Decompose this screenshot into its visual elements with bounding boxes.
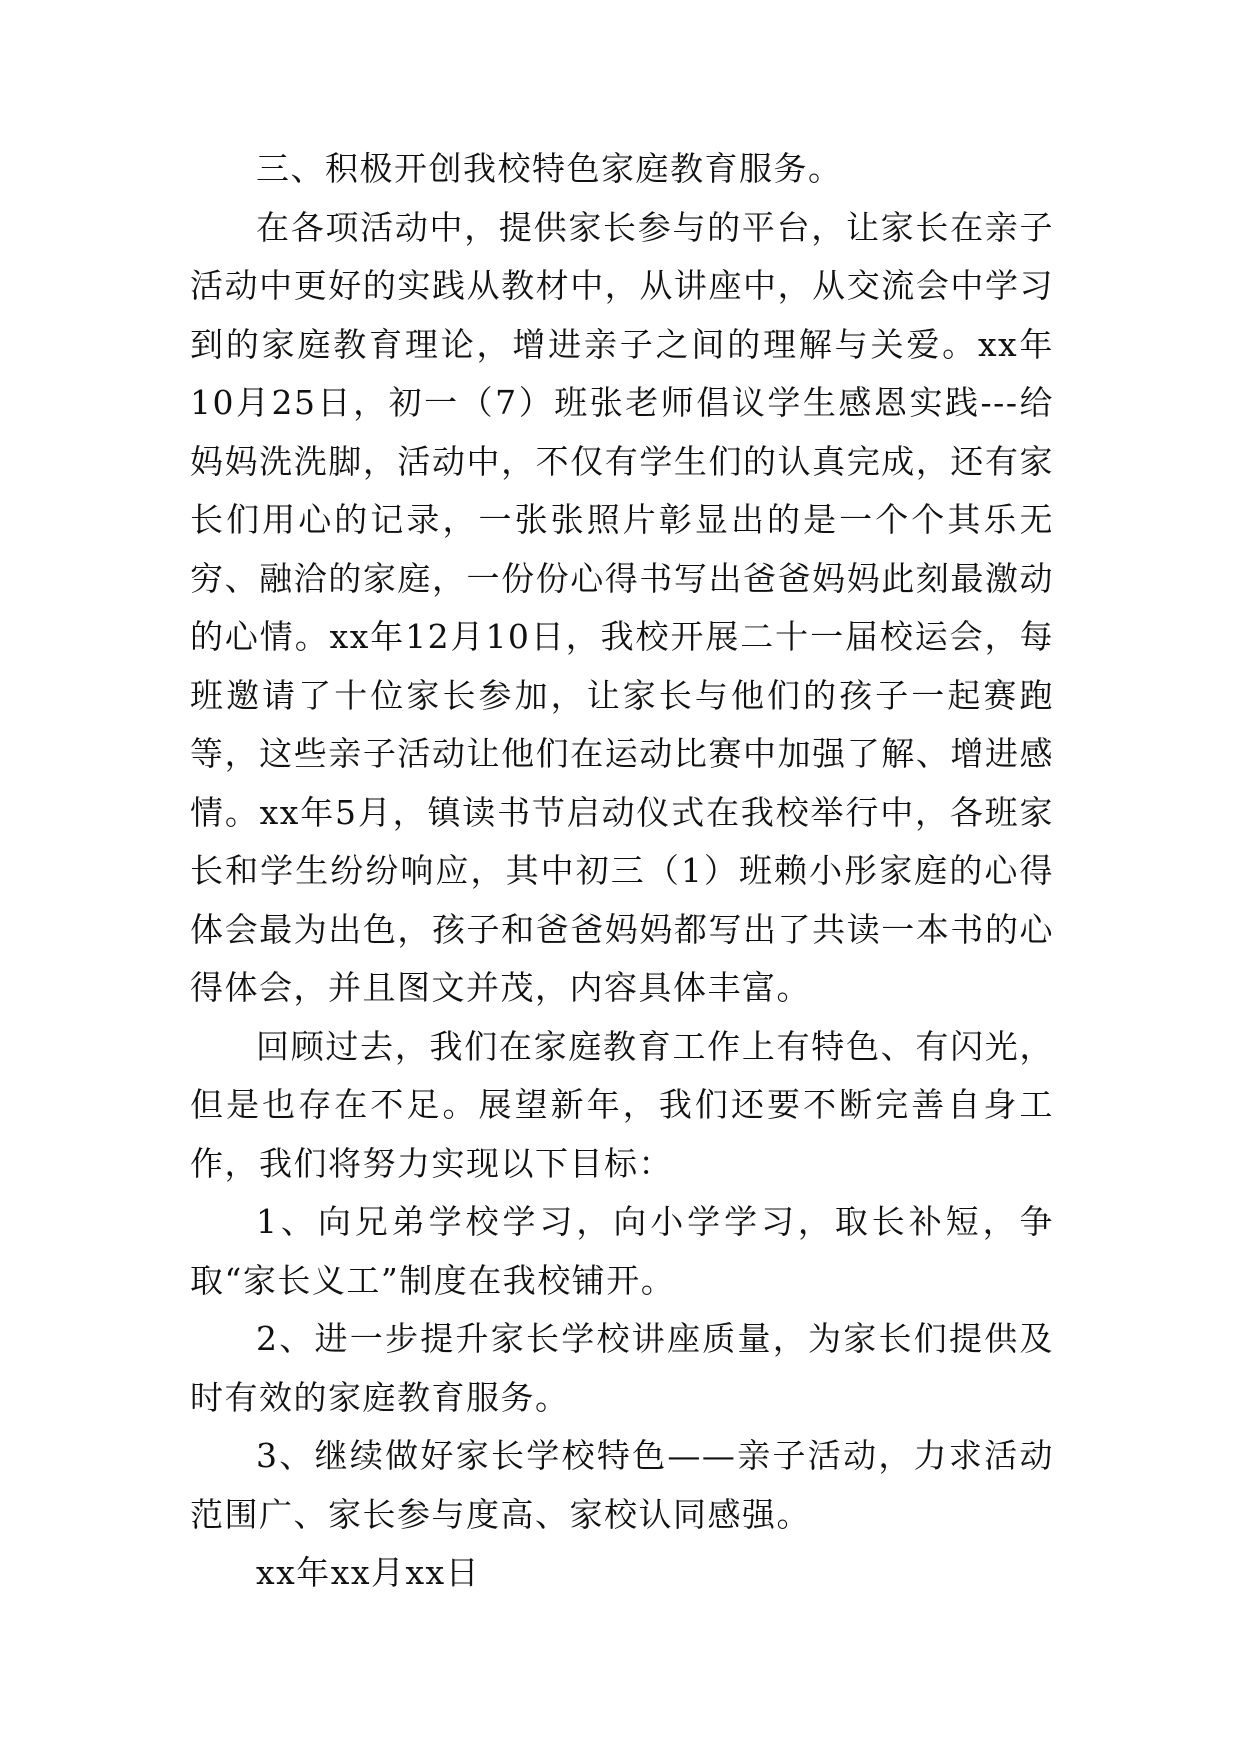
- section-heading: 三、积极开创我校特色家庭教育服务。: [256, 149, 843, 188]
- goal-item-3: 3、继续做好家长学校特色——亲子活动，力求活动范围广、家长参与度高、家校认同感强。: [190, 1436, 1054, 1534]
- body-paragraph-review: 回顾过去，我们在家庭教育工作上有特色、有闪光，但是也存在不足。展望新年，我们还要不断完善自身工作，我们将努力实现以下目标：: [190, 1026, 1054, 1183]
- body-paragraph-activities: 在各项活动中，提供家长参与的平台，让家长在亲子活动中更好的实践从教材中，从讲座中，从交流会中学习到的家庭教育理论，增进亲子之间的理解与关爱。xx年10月25日，初一（7）班张老师倡议学生感恩实践---给妈妈洗洗脚，活动中，不仅有学生们的认真完成，还有家长们用心的记录，一张张照片彰显出的是一个个其乐无穷、融洽的家庭，一份份心得书写出爸爸妈妈此刻最激动的心情。xx年12月10日，我校开展二十一届校运会，每班邀请了十位家长参加，让家长与他们的孩子一起赛跑等，这些亲子活动让他们在运动比赛中加强了解、增进感情。xx年5月，镇读书节启动仪式在我校举行中，各班家长和学生纷纷响应，其中初三（1）班赖小彤家庭的心得体会最为出色，孩子和爸爸妈妈都写出了共读一本书的心得体会，并且图文并茂，内容具体丰富。: [190, 207, 1054, 1007]
- date-line: xx年xx月xx日: [256, 1553, 481, 1592]
- goal-item-2: 2、进一步提升家长学校讲座质量，为家长们提供及时有效的家庭教育服务。: [190, 1319, 1054, 1417]
- document-page: [190, 140, 1054, 1603]
- goal-item-1: 1、向兄弟学校学习，向小学学习，取长补短，争取“家长义工”制度在我校铺开。: [190, 1202, 1054, 1300]
